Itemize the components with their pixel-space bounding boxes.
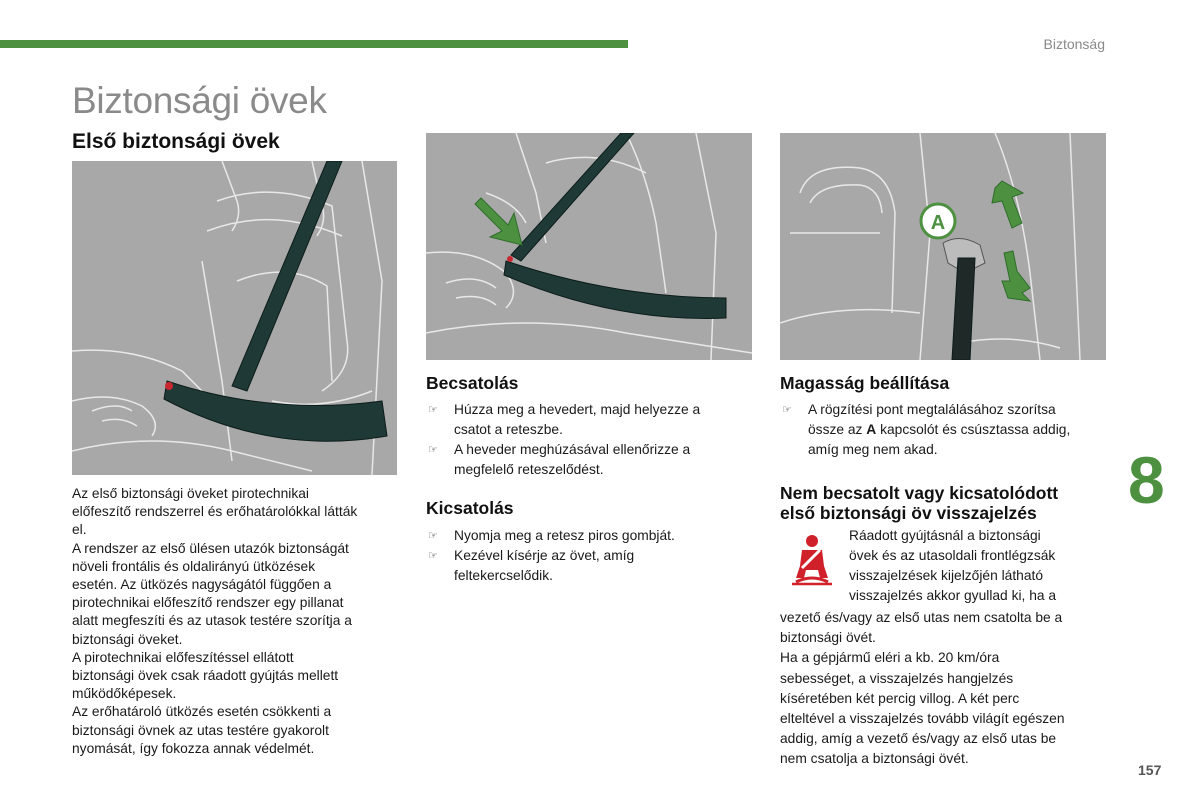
fastening-heading: Becsatolás — [426, 373, 519, 393]
bullet-icon: ☞ — [428, 530, 438, 542]
intro-line: nyomását, így fokozza annak védelmét. — [72, 740, 315, 756]
text-line: vezető és/vagy az első utas nem csatolta be a — [780, 610, 1063, 625]
text-line: elteltével a visszajelzés tovább világít egészen — [780, 711, 1065, 727]
bullet-icon: ☞ — [782, 404, 792, 416]
switch-label-a: A — [866, 422, 877, 437]
header-accent-bar — [0, 40, 628, 48]
intro-line: biztonsági öveket. — [72, 631, 183, 647]
bullet-icon: ☞ — [428, 550, 438, 562]
unfastening-steps — [426, 526, 746, 586]
text-line: Ha a gépjármű eléri a kb. 20 km/óra — [780, 650, 1000, 666]
height-adjustment-heading: Magasság beállítása — [780, 373, 950, 393]
list-item — [780, 400, 1115, 460]
text-line: visszajelzések kijelzőjén látható — [849, 568, 1044, 583]
list-item-line: megfelelő reteszelődést. — [454, 462, 604, 477]
list-item-line: A rögzítési pont megtalálásához szorítsa — [808, 402, 1056, 417]
text-line: sebességet, a visszajelzés hangjelzés — [780, 670, 1014, 686]
height-adjustment-illustration — [780, 133, 1106, 360]
list-item-line: amíg meg nem akad. — [808, 442, 938, 457]
list-item — [426, 526, 746, 546]
warning-heading-line: Nem becsatolt vagy kicsatolódott — [780, 483, 1059, 503]
bullet-icon: ☞ — [428, 404, 438, 416]
page-number: 157 — [1138, 762, 1162, 778]
intro-line: biztonsági övnek az utas testére gyakorolt — [72, 722, 329, 738]
text-line: övek és az utasoldali frontlégzsák — [849, 548, 1056, 563]
text-line: addig, amíg a vezető és/vagy az első utas be — [780, 731, 1057, 747]
warning-heading — [780, 483, 1058, 523]
list-item — [426, 400, 746, 440]
intro-line: A pirotechnikai előfeszítéssel ellátott — [72, 649, 294, 665]
list-item — [426, 440, 746, 480]
text-run: össze az — [808, 422, 867, 437]
text-line: nem csatolja a biztonsági övét. — [780, 751, 969, 767]
intro-line: pirotechnikai előfeszítő rendszer egy pillanat — [72, 595, 344, 611]
intro-line: előfeszítő rendszerrel és erőhatárolókkal látták — [72, 504, 358, 520]
intro-line: biztonsági övek csak ráadott gyújtás mellett — [72, 668, 339, 684]
fastening-illustration — [426, 133, 752, 360]
list-item-line: Nyomja meg a retesz piros gombját. — [454, 528, 675, 543]
list-item-line: A heveder meghúzásával ellenőrizze a — [454, 442, 691, 457]
intro-line: alatt megfeszíti és az utasok testére szorítja a — [72, 613, 352, 629]
seat-belt-illustration — [72, 161, 397, 475]
text-line: kíséretében két percig villog. A két perc — [780, 690, 1020, 706]
intro-line: Az első biztonsági öveket pirotechnikai — [72, 486, 309, 501]
list-item-line: csatot a reteszbe. — [454, 422, 563, 437]
intro-line: növeli frontális és oldalirányú ütközések — [72, 558, 316, 574]
list-item-line: Kezével kísérje az övet, amíg — [454, 548, 635, 563]
intro-line: el. — [72, 522, 87, 538]
section-subtitle: Első biztonsági övek — [72, 130, 280, 153]
height-adjustment-steps — [780, 400, 1115, 460]
section-header: Biztonság — [1043, 36, 1105, 52]
seatbelt-warning-icon — [786, 532, 838, 588]
text-line: biztonsági övét. — [780, 630, 876, 646]
bullet-icon: ☞ — [428, 444, 438, 456]
list-item — [426, 546, 746, 586]
list-item-line — [808, 420, 1115, 440]
fastening-steps — [426, 400, 746, 480]
list-item-line: Húzza meg a hevedert, majd helyezze a — [454, 402, 701, 417]
text-run: kapcsolót és csúsztassa addig, — [876, 422, 1071, 437]
intro-line: Az erőhatároló ütközés esetén csökkenti a — [72, 704, 332, 720]
chapter-number: 8 — [1128, 443, 1165, 517]
intro-line: A rendszer az első ülésen utazók biztonságát — [72, 540, 349, 556]
warning-heading-line: első biztonsági öv visszajelzés — [780, 503, 1037, 523]
warning-intro-text — [849, 526, 1056, 606]
page-title: Biztonsági övek — [72, 80, 327, 121]
text-line: Ráadott gyújtásnál a biztonsági — [849, 528, 1041, 543]
warning-body-text — [780, 608, 1120, 770]
intro-text — [72, 485, 407, 758]
list-item-line: feltekercselődik. — [454, 568, 553, 583]
callout-a-label: A — [930, 212, 946, 234]
unfastening-heading: Kicsatolás — [426, 498, 514, 518]
text-line: visszajelzés akkor gyullad ki, ha a — [849, 588, 1057, 603]
intro-line: esetén. Az ütközés nagyságától függően a — [72, 577, 332, 593]
intro-line: működőképesek. — [72, 686, 177, 702]
